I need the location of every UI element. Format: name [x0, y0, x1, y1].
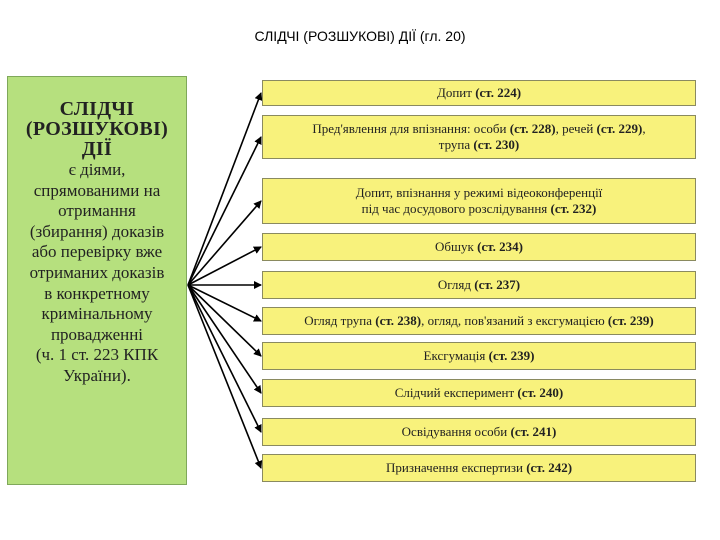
action-text: Пред'явлення для впізнання: особи	[312, 121, 507, 136]
action-box-exhumation	[262, 342, 696, 370]
definition-line: спрямованими на	[33, 180, 161, 200]
action-text: Призначення експертизи	[385, 460, 523, 475]
article-ref: (ст. 237)	[474, 277, 521, 292]
action-box-identification	[262, 115, 696, 159]
action-box-corpse-inspection	[262, 307, 696, 335]
action-text: Обшук	[435, 239, 474, 254]
action-box-investigative-experiment	[262, 379, 696, 407]
heading-line: (РОЗШУКОВІ)	[25, 118, 169, 140]
definition-line: в конкретному	[44, 283, 150, 303]
action-box-expertise	[262, 454, 696, 482]
article-ref: (ст. 238)	[375, 313, 422, 328]
article-ref: (ст. 228)	[509, 121, 556, 136]
article-ref: (ст. 234)	[477, 239, 523, 254]
definition-line: провадженні	[50, 324, 144, 344]
heading-line: СЛІДЧІ	[59, 98, 135, 120]
article-ref: (ст. 239)	[607, 313, 654, 328]
connector-arrow	[188, 93, 261, 285]
action-text: Ексгумація	[423, 348, 486, 363]
definition-line: отриманих доказів	[29, 262, 165, 282]
connector-arrow	[188, 285, 261, 321]
definition-line: (ч. 1 ст. 223 КПК	[35, 345, 159, 365]
action-box-interrogation	[262, 80, 696, 106]
article-ref: (ст. 240)	[517, 385, 564, 400]
action-box-inspection	[262, 271, 696, 299]
action-text: під час досудового розслідування	[361, 201, 548, 216]
article-ref: (ст. 224)	[475, 85, 522, 100]
definition-line: України).	[63, 365, 131, 385]
action-text: Огляд	[437, 277, 472, 292]
definition-line: кримінальному	[41, 304, 153, 324]
action-text: Слідчий експеримент	[394, 385, 515, 400]
action-text: трупа	[438, 137, 471, 152]
connector-arrow	[188, 285, 261, 356]
article-ref: (ст. 239)	[488, 348, 535, 363]
action-text: Допит, впізнання у режимі відеоконференції	[355, 185, 603, 200]
action-box-examination	[262, 418, 696, 446]
definition-line: або перевірку вже	[31, 242, 163, 262]
heading-line: ДІЇ	[81, 138, 113, 160]
connector-arrow	[188, 201, 261, 285]
connector-arrow	[188, 137, 261, 285]
definition-line: отримання	[58, 201, 136, 221]
definition-line: (збирання) доказів	[29, 221, 165, 241]
action-text: , речей	[555, 121, 594, 136]
action-box-videoconference	[262, 178, 696, 224]
slide-title: СЛІДЧІ (РОЗШУКОВІ) ДІЇ (гл. 20)	[254, 28, 466, 44]
action-text: Освідування особи	[401, 424, 508, 439]
action-box-search	[262, 233, 696, 261]
article-ref: (ст. 230)	[473, 137, 520, 152]
article-ref: (ст. 241)	[510, 424, 557, 439]
action-text: , огляд, пов'язаний з ексгумацією	[421, 313, 605, 328]
article-ref: (ст. 232)	[550, 201, 597, 216]
action-text: ,	[642, 121, 646, 136]
action-text: Огляд трупа	[304, 313, 373, 328]
action-text: Допит	[436, 85, 472, 100]
definition-line: є діями,	[68, 160, 126, 179]
connector-arrow	[188, 285, 261, 432]
connector-arrow	[188, 247, 261, 285]
article-ref: (ст. 242)	[526, 460, 573, 475]
article-ref: (ст. 229)	[596, 121, 643, 136]
